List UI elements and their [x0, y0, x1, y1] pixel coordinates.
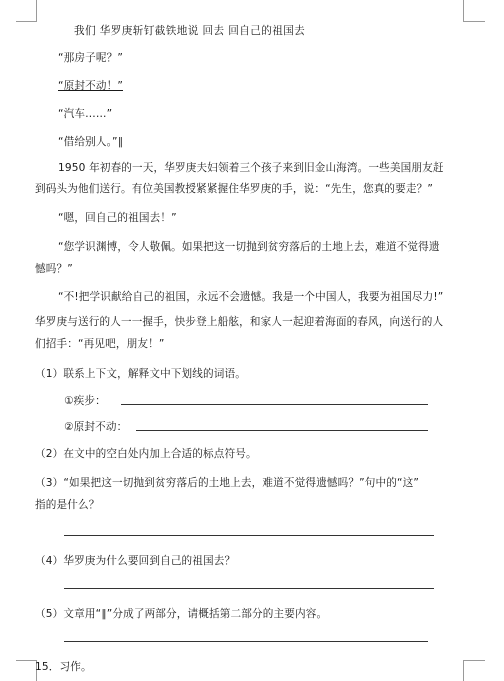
question-3a: （3）“如果把这一切抛到贫穷落后的土地上去，难道不觉得遗憾吗？”句中的“这”: [35, 477, 419, 489]
heading-line: 我们 华罗庚斩钉截铁地说 回去 回自己的祖国去: [74, 25, 306, 37]
answer-line-1a[interactable]: [121, 404, 428, 405]
answer-line-1b[interactable]: [136, 430, 428, 431]
dialogue-line: “嗯，回自己的祖国去！”: [58, 212, 177, 224]
answer-line-3[interactable]: [64, 535, 434, 536]
crop-mark-bottom-left-h: [16, 660, 37, 661]
answer-line-5[interactable]: [64, 641, 428, 642]
question-1b: ②原封不动：: [64, 421, 128, 433]
dialogue-line: “借给别人。”∥: [58, 136, 124, 148]
dialogue-line: “汽车……”: [58, 108, 113, 120]
question-1: （1）联系上下文，解释文中下划线的词语。: [35, 368, 247, 380]
question-3b: 指的是什么？: [35, 499, 100, 511]
dialogue-line: “原封不动！”: [58, 80, 123, 92]
paragraph-line: 华罗庚与送行的人一一握手，快步登上船舷，和家人一起迎着海面的春风，向送行的人: [35, 316, 444, 328]
question-5: （5）文章用“∥”分成了两部分，请概括第二部分的主要内容。: [35, 608, 328, 620]
crop-mark-top-right-h: [463, 21, 485, 22]
question-4: （4）华罗庚为什么要回到自己的祖国去？: [35, 555, 236, 567]
answer-line-4[interactable]: [64, 588, 434, 589]
paragraph-line: 1950 年初春的一天，华罗庚夫妇领着三个孩子来到旧金山海湾。一些美国朋友赶: [58, 162, 444, 174]
crop-mark-bottom-right: [463, 660, 464, 681]
question-2: （2）在文中的空白处内加上合适的标点符号。: [35, 448, 257, 460]
crop-mark-top-left-h: [16, 21, 37, 22]
paragraph-line: 到码头为他们送行。有位美国教授紧紧握住华罗庚的手，说：“先生，您真的要走？”: [35, 183, 434, 195]
crop-mark-top-right: [463, 0, 464, 22]
paragraph-line: 憾吗？”: [35, 263, 73, 275]
crop-mark-bottom-right-h: [463, 660, 485, 661]
section-footer: 15．习作。: [35, 661, 92, 673]
dialogue-line: “那房子呢？”: [58, 52, 123, 64]
paragraph-line: “您学识渊博，令人敬佩。如果把这一切抛到贫穷落后的土地上去，难道不觉得遗: [58, 241, 440, 253]
paragraph-line: “不!把学识献给自己的祖国，永远不会遗憾。我是一个中国人，我要为祖国尽力!”: [58, 291, 444, 303]
paragraph-line: 们招手：“再见吧，朋友！”: [35, 338, 165, 350]
crop-mark-top-left: [36, 0, 37, 22]
question-1a: ①疾步：: [64, 395, 106, 407]
